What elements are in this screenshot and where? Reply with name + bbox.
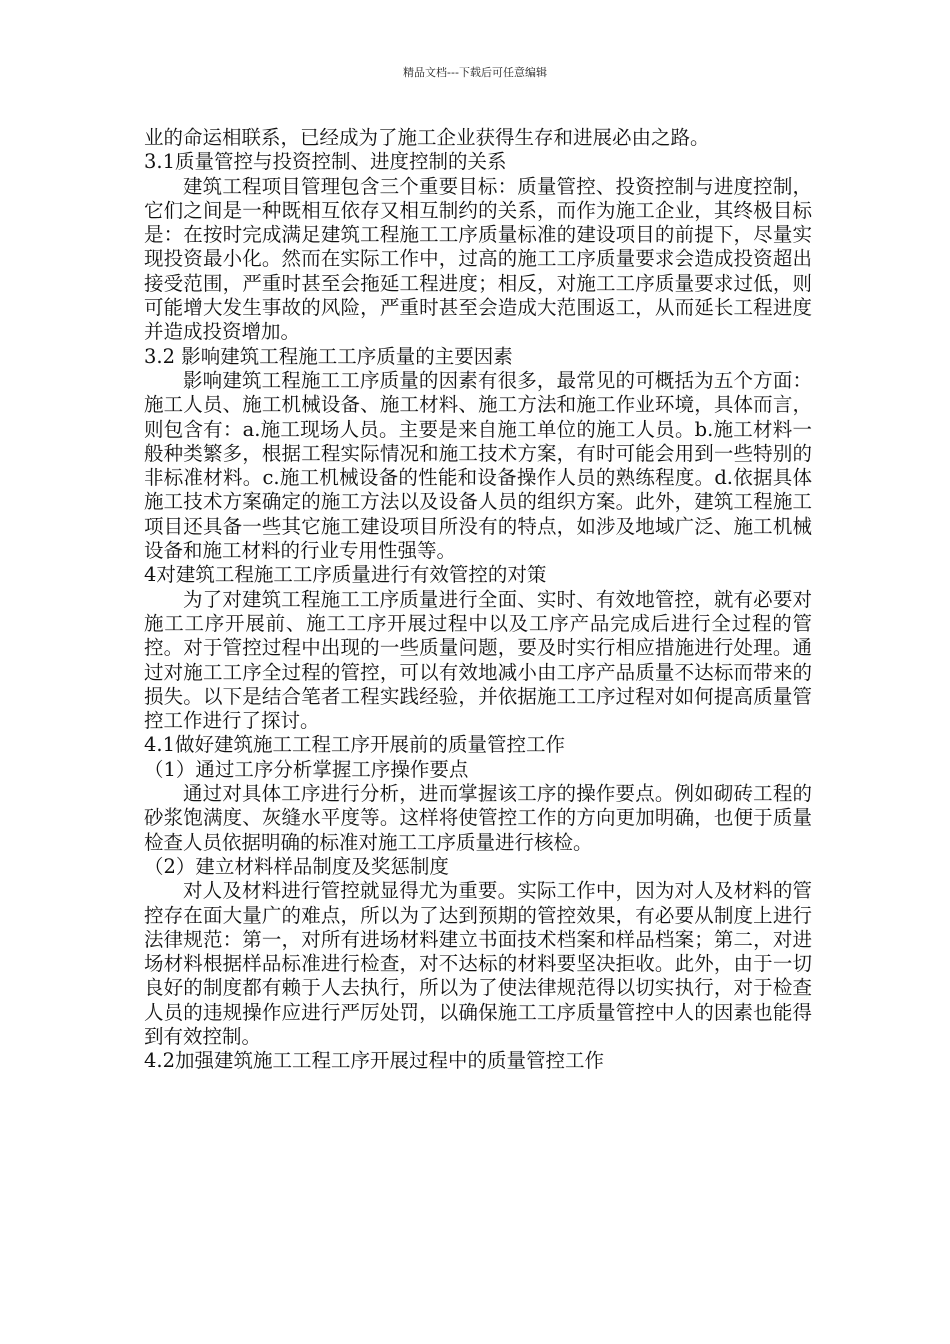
paragraph-process-analysis: 通过对具体工序进行分析，进而掌握该工序的操作要点。例如砌砖工程的砂浆饱满度、灰缝水平度等。这样将使管控工作的方向更加明确，也便于质量检查人员依据明确的标准对施工工序质量进行核检。 <box>144 782 812 854</box>
paragraph-material-system: 对人及材料进行管控就显得尤为重要。实际工作中，因为对人及材料的管控存在面大量广的难点，所以为了达到预期的管控效果，有必要从制度上进行法律规范：第一，对所有进场材料建立书面技术档案和样品档案；第二，对进场材料根据样品标准进行检查，对不达标的材料要坚决拒收。此外，由于一切良好的制度都有赖于人去执行，所以为了使法律规范得以切实执行，对于检查人员的违规操作应进行严厉处罚，以确保施工工序质量管控中人的因素也能得到有效控制。 <box>144 879 812 1048</box>
continued-paragraph: 业的命运相联系，已经成为了施工企业获得生存和进展必由之路。 <box>144 126 710 149</box>
section-heading-4: 4对建筑工程施工工序质量进行有效管控的对策 <box>144 563 547 587</box>
document-body <box>144 126 812 1074</box>
paragraph-quality-factors: 影响建筑工程施工工序质量的因素有很多，最常见的可概括为五个方面：施工人员、施工机械设备、施工材料、施工方法和施工作业环境，具体而言，则包含有：a.施工现场人员。主要是来自施工单位的施工人员。b.施工材料一般种类繁多，根据工程实际情况和施工技术方案，有时可能会用到一些特别的非标准材料。c.施工机械设备的性能和设备操作人员的熟练程度。d.依据具体施工技术方案确定的施工方法以及设备人员的组织方案。此外，建筑工程施工项目还具备一些其它施工建设项目所没有的特点，如涉及地域广泛、施工机械设备和施工材料的行业专用性强等。 <box>144 368 812 563</box>
section-heading-4-1: 4.1做好建筑施工工程工序开展前的质量管控工作 <box>144 733 566 757</box>
sub-heading-1: （1）通过工序分析掌握工序操作要点 <box>144 757 469 781</box>
sub-heading-2: （2）建立材料样品制度及奖惩制度 <box>144 854 449 878</box>
paragraph-project-goals: 建筑工程项目管理包含三个重要目标：质量管控、投资控制与进度控制，它们之间是一种既相互依存又相互制约的关系，而作为施工企业，其终极目标是：在按时完成满足建筑工程施工工序质量标准的建设项目的前提下，尽量实现投资最小化。然而在实际工作中，过高的施工工序质量要求会造成投资超出接受范围，严重时甚至会拖延工程进度；相反，对施工工序质量要求过低，则可能增大发生事故的风险，严重时甚至会造成大范围返工，从而延长工程进度并造成投资增加。 <box>144 174 812 344</box>
section-heading-3-2: 3.2 影响建筑工程施工工序质量的主要因素 <box>144 344 513 368</box>
section-heading-3-1: 3.1质量管控与投资控制、进度控制的关系 <box>144 150 507 174</box>
page-header: 精品文档---下载后可任意编辑 <box>403 66 547 79</box>
section-heading-4-2: 4.2加强建筑施工工程工序开展过程中的质量管控工作 <box>144 1049 605 1073</box>
paragraph-full-process-control: 为了对建筑工程施工工序质量进行全面、实时、有效地管控，就有必要对施工工序开展前、施工工序开展过程中以及工序产品完成后进行全过程的管控。对于管控过程中出现的一些质量问题，要及时实行相应措施进行处理。通过对施工工序全过程的管控，可以有效地减小由工序产品质量不达标而带来的损失。以下是结合笔者工程实践经验，并依据施工工序过程对如何提高质量管控工作进行了探讨。 <box>144 587 812 733</box>
